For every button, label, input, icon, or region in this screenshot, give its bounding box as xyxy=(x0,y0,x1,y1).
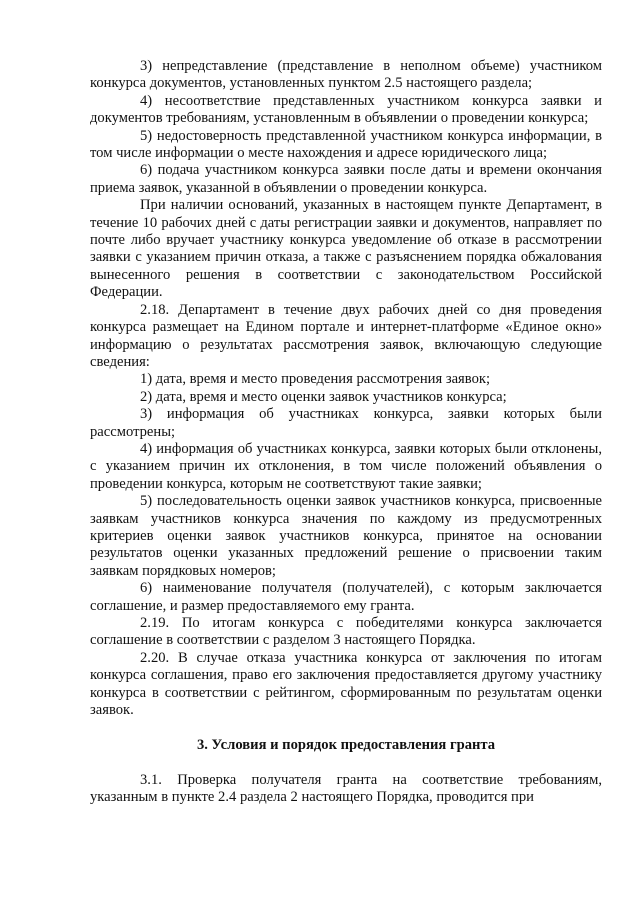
paragraph-item-5: 5) недостоверность представленной участником конкурса информации, в том числе информации о месте нахождения и адресе юридического лица; xyxy=(90,127,602,162)
paragraph-refusal-notice: При наличии оснований, указанных в настоящем пункте Департамент, в течение 10 рабочих дней с даты регистрации заявки и документов, направляет по почте либо вручает участнику конкурса уведомление об отказе в рассмотрении заявки с указанием причин отказа, а также с разъяснением порядка обжалования вынесенного решения в соответствии с законодательством Российской Федерации. xyxy=(90,197,602,301)
section-heading: 3. Условия и порядок предоставления гранта xyxy=(196,737,496,754)
paragraph-3-1: 3.1. Проверка получателя гранта на соответствие требованиям, указанным в пункте 2.4 раздела 2 настоящего Порядка, проводится при xyxy=(90,771,602,806)
paragraph-2-19: 2.19. По итогам конкурса с победителями конкурса заключается соглашение в соответствии с разделом 3 настоящего Порядка. xyxy=(90,615,602,649)
paragraph-2-18-item-2: 2) дата, время и место оценки заявок участников конкурса; xyxy=(140,388,507,405)
paragraph-item-3: 3) непредставление (представление в неполном объеме) участником конкурса документов, установленных пунктом 2.5 настоящего раздела; xyxy=(90,58,602,92)
paragraph-2-18-item-4: 4) информация об участниках конкурса, заявки которых были отклонены, с указанием причин их отклонения, в том числе положений объявления о проведении конкурса, которым не соответствуют такие заявки; xyxy=(90,440,602,492)
document-page xyxy=(90,58,602,807)
paragraph-2-18-item-5: 5) последовательность оценки заявок участников конкурса, присвоенные заявкам участников конкурса значения по каждому из предусмотренных критериев оценки заявок участников конкурса, принятое на основании результатов оценки указанных предложений решение о присвоении таким заявкам порядковых номеров; xyxy=(90,493,602,579)
paragraph-2-18-item-3: 3) информация об участниках конкурса, заявки которых были рассмотрены; xyxy=(90,406,602,440)
paragraph-item-6: 6) подача участником конкурса заявки после даты и времени окончания приема заявок, указанной в объявлении о проведении конкурса. xyxy=(90,162,602,196)
paragraph-2-20: 2.20. В случае отказа участника конкурса от заключения по итогам конкурса соглашения, право его заключения предоставляется другому участнику конкурса в соответствии с рейтингом, сформированным по результатам оценки заявок. xyxy=(90,649,602,719)
paragraph-2-18-item-6: 6) наименование получателя (получателей), с которым заключается соглашение, и размер предоставляемого ему гранта. xyxy=(90,580,602,614)
paragraph-item-4: 4) несоответствие представленных участником конкурса заявки и документов требованиям, установленным в объявлении о проведении конкурса; xyxy=(90,92,602,127)
paragraph-2-18-item-1: 1) дата, время и место проведения рассмотрения заявок; xyxy=(140,371,491,388)
paragraph-2-18: 2.18. Департамент в течение двух рабочих дней со дня проведения конкурса размещает на Едином портале и интернет-платформе «Единое окно» информацию о результатах рассмотрения заявок, включающую следующие сведения: xyxy=(90,301,602,370)
